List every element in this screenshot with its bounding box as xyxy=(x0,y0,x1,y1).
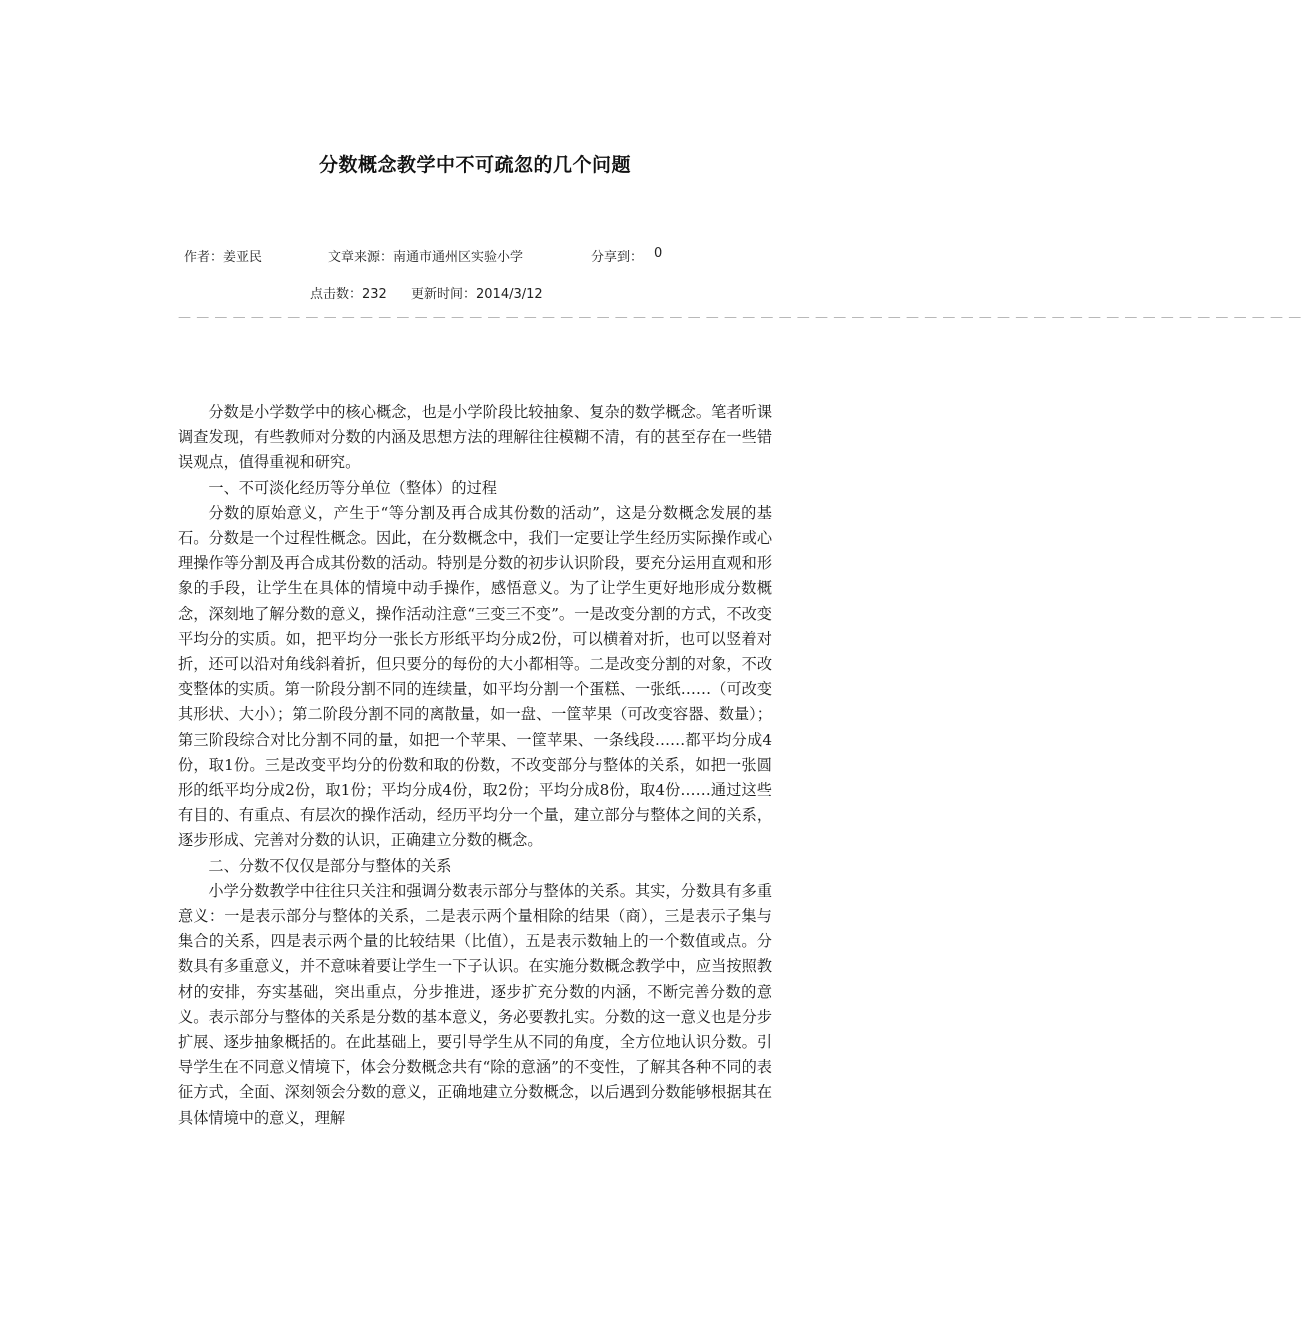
article-body xyxy=(178,400,772,1131)
header-divider: —————————————————————————————————————————————————————————————— xyxy=(178,310,1306,325)
source-label: 文章来源： xyxy=(328,250,394,265)
article-title: 分数概念教学中不可疏忽的几个问题 xyxy=(318,154,631,176)
share-meta[interactable] xyxy=(591,246,643,265)
paragraph-section-1: 分数的原始意义，产生于“等分割及再合成其份数的活动”，这是分数概念发展的基石。分数是一个过程性概念。因此，在分数概念中，我们一定要让学生经历实际操作或心理操作等分割及再合成其份数的活动。特别是分数的初步认识阶段，要充分运用直观和形象的手段，让学生在具体的情境中动手操作，感悟意义。为了让学生更好地形成分数概念，深刻地了解分数的意义，操作活动注意“三变三不变”。一是改变分割的方式，不改变平均分的实质。如，把平均分一张长方形纸平均分成2份，可以横着对折，也可以竖着对折，还可以沿对角线斜着折，但只要分的每份的大小都相等。二是改变分割的对象，不改变整体的实质。第一阶段分割不同的连续量，如平均分割一个蛋糕、一张纸……（可改变其形状、大小）；第二阶段分割不同的离散量，如一盘、一筐苹果（可改变容器、数量）；第三阶段综合对比分割不同的量，如把一个苹果、一筐苹果、一条线段……都平均分成4份，取1份。三是改变平均分的份数和取的份数，不改变部分与整体的关系，如把一张圆形的纸平均分成2份，取1份；平均分成4份，取2份；平均分成8份，取4份……通过这些有目的、有重点、有层次的操作活动，经历平均分一个量，建立部分与整体之间的关系，逐步形成、完善对分数的认识，正确建立分数的概念。 xyxy=(178,503,772,850)
paragraph-section-2: 小学分数教学中往往只关注和强调分数表示部分与整体的关系。其实，分数具有多重意义：一是表示部分与整体的关系，二是表示两个量相除的结果（商），三是表示子集与集合的关系，四是表示两个量的比较结果（比值），五是表示数轴上的一个数值或点。分数具有多重意义，并不意味着要让学生一下子认识。在实施分数概念教学中，应当按照教材的安排，夯实基础，突出重点，分步推进，逐步扩充分数的内涵，不断完善分数的意义。表示部分与整体的关系是分数的基本意义，务必要教扎实。分数的这一意义也是分步扩展、逐步抽象概括的。在此基础上，要引导学生从不同的角度，全方位地认识分数。引导学生在不同意义情境下，体会分数概念共有“除的意涵”的不变性，了解其各种不同的表征方式，全面、深刻领会分数的意义，正确地建立分数概念，以后遇到分数能够根据其在具体情境中的意义，理解 xyxy=(178,881,772,1127)
updated-date: 2014/3/12 xyxy=(476,287,543,302)
section-heading-2: 二、分数不仅仅是部分与整体的关系 xyxy=(208,856,452,875)
author-name: 姜亚民 xyxy=(223,250,263,265)
hits-meta xyxy=(310,283,387,302)
updated-meta xyxy=(411,283,543,302)
source-meta xyxy=(328,246,523,265)
author-label: 作者： xyxy=(184,250,224,265)
article-meta-row-2 xyxy=(0,283,950,303)
article-meta-row-1 xyxy=(0,246,950,266)
hits-count: 232 xyxy=(362,287,387,302)
paragraph-intro: 分数是小学数学中的核心概念，也是小学阶段比较抽象、复杂的数学概念。笔者听课调查发现，有些教师对分数的内涵及思想方法的理解往往模糊不清，有的甚至存在一些错误观点，值得重视和研究。 xyxy=(178,403,772,472)
section-heading-1: 一、不可淡化经历等分单位（整体）的过程 xyxy=(208,478,497,497)
author-meta xyxy=(184,246,262,265)
share-label: 分享到： xyxy=(591,250,644,265)
hits-label: 点击数： xyxy=(310,287,363,302)
source-name: 南通市通州区实验小学 xyxy=(393,250,524,265)
updated-label: 更新时间： xyxy=(411,287,477,302)
share-count: 0 xyxy=(654,246,663,261)
